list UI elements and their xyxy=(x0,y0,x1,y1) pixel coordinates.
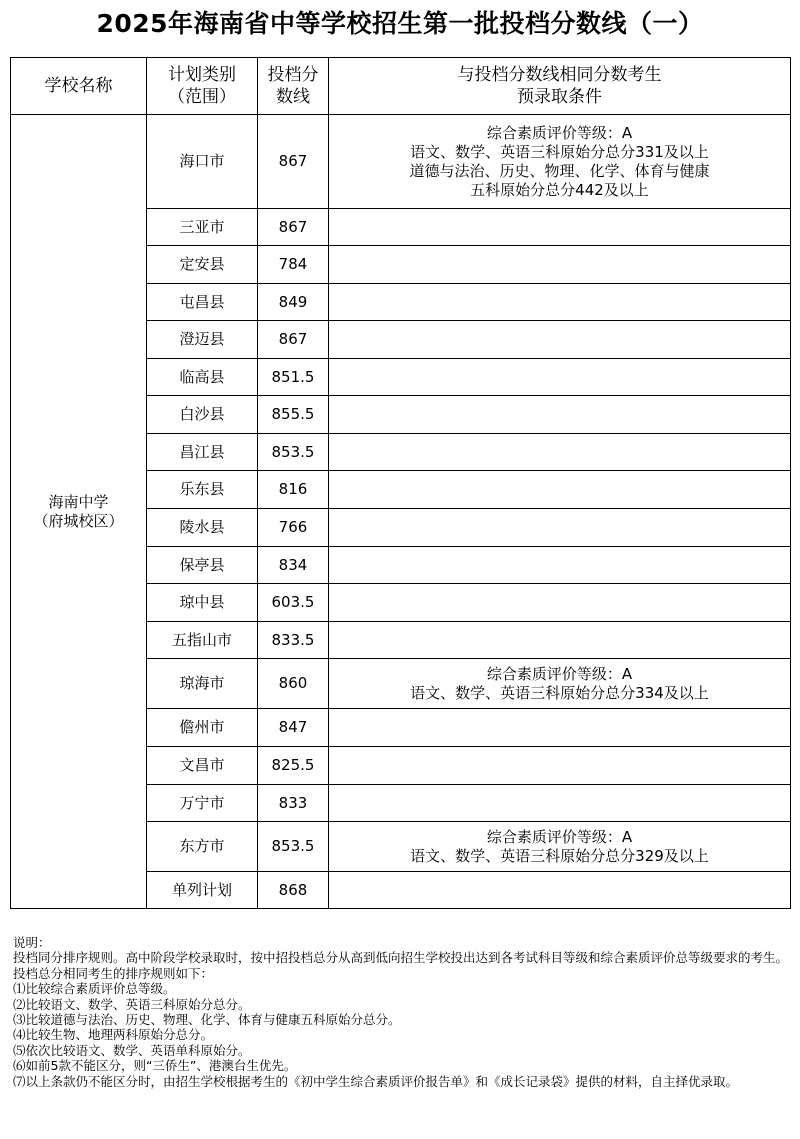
note-item: ⑵比较语文、数学、英语三科原始分总分。 xyxy=(13,996,251,1012)
score-cell: 851.5 xyxy=(258,359,329,396)
score-cell: 867 xyxy=(258,209,329,246)
region-cell: 五指山市 xyxy=(147,622,258,659)
region-cell: 白沙县 xyxy=(147,396,258,434)
region-cell: 琼中县 xyxy=(147,584,258,622)
table-row xyxy=(11,115,791,209)
region-cell: 昌江县 xyxy=(147,434,258,471)
header-plan-category: 计划类别 （范围） xyxy=(147,58,258,115)
condition-cell xyxy=(329,584,791,622)
condition-cell xyxy=(329,359,791,396)
note-item: ⑺以上条款仍不能区分时，由招生学校根据考生的《初中学生综合素质评价报告单》和《成长记录袋》提供的材料，自主择优录取。 xyxy=(13,1073,739,1089)
region-cell: 琼海市 xyxy=(147,659,258,709)
condition-cell xyxy=(329,547,791,584)
region-cell: 海口市 xyxy=(147,115,258,209)
region-cell: 三亚市 xyxy=(147,209,258,246)
condition-cell xyxy=(329,246,791,284)
condition-cell xyxy=(329,321,791,359)
score-cell: 847 xyxy=(258,709,329,747)
condition-cell-haikou: 综合素质评价等级：A 语文、数学、英语三科原始分总分331及以上 道德与法治、历史、物理、化学、体育与健康 五科原始分总分442及以上 xyxy=(329,115,791,209)
region-cell: 定安县 xyxy=(147,246,258,284)
condition-cell xyxy=(329,471,791,509)
admission-score-table xyxy=(10,57,791,909)
region-cell: 儋州市 xyxy=(147,709,258,747)
region-cell: 临高县 xyxy=(147,359,258,396)
header-condition: 与投档分数线相同分数考生 预录取条件 xyxy=(329,58,791,115)
page-title: 2025年海南省中等学校招生第一批投档分数线（一） xyxy=(96,9,704,38)
score-cell: 834 xyxy=(258,547,329,584)
note-item: ⑶比较道德与法治、历史、物理、化学、体育与健康五科原始分总分。 xyxy=(13,1012,401,1028)
condition-cell xyxy=(329,785,791,822)
score-cell: 867 xyxy=(258,115,329,209)
region-cell: 文昌市 xyxy=(147,747,258,785)
header-school: 学校名称 xyxy=(11,58,147,115)
score-cell: 867 xyxy=(258,321,329,359)
score-cell: 853.5 xyxy=(258,822,329,872)
note-item: ⑹如前5款不能区分，则“三侨生”、港澳台生优先。 xyxy=(13,1058,297,1074)
notes-intro: 投档同分排序规则。高中阶段学校录取时，按中招投档总分从高到低向招生学校投出达到各考试科目等级和综合素质评价总等级要求的考生。投档总分相同考生的排序规则如下： xyxy=(13,950,789,981)
score-cell: 766 xyxy=(258,509,329,547)
condition-cell xyxy=(329,209,791,246)
header-score: 投档分 数线 xyxy=(258,58,329,115)
condition-cell xyxy=(329,709,791,747)
condition-cell xyxy=(329,284,791,321)
condition-cell xyxy=(329,872,791,909)
region-cell: 陵水县 xyxy=(147,509,258,547)
region-cell: 乐东县 xyxy=(147,471,258,509)
table-header-row xyxy=(11,58,791,115)
score-cell: 855.5 xyxy=(258,396,329,434)
condition-cell xyxy=(329,747,791,785)
region-cell: 屯昌县 xyxy=(147,284,258,321)
score-cell: 860 xyxy=(258,659,329,709)
note-item: ⑷比较生物、地理两科原始分总分。 xyxy=(13,1027,214,1043)
condition-cell xyxy=(329,396,791,434)
condition-cell-qionghai: 综合素质评价等级：A 语文、数学、英语三科原始分总分334及以上 xyxy=(329,659,791,709)
score-cell: 816 xyxy=(258,471,329,509)
condition-cell xyxy=(329,509,791,547)
notes-section xyxy=(13,935,789,1089)
condition-cell xyxy=(329,434,791,471)
score-cell: 853.5 xyxy=(258,434,329,471)
score-cell: 849 xyxy=(258,284,329,321)
note-item: ⑴比较综合素质评价总等级。 xyxy=(13,981,176,997)
region-cell: 东方市 xyxy=(147,822,258,872)
region-cell: 澄迈县 xyxy=(147,321,258,359)
score-cell: 833.5 xyxy=(258,622,329,659)
condition-cell-dongfang: 综合素质评价等级：A 语文、数学、英语三科原始分总分329及以上 xyxy=(329,822,791,872)
score-cell: 784 xyxy=(258,246,329,284)
school-name-cell: 海南中学 （府城校区） xyxy=(11,115,147,909)
notes-heading: 说明： xyxy=(13,935,51,950)
score-cell: 833 xyxy=(258,785,329,822)
score-cell: 603.5 xyxy=(258,584,329,622)
note-item: ⑸依次比较语文、数学、英语单科原始分。 xyxy=(13,1042,251,1058)
score-cell: 868 xyxy=(258,872,329,909)
region-cell: 保亭县 xyxy=(147,547,258,584)
region-cell: 万宁市 xyxy=(147,785,258,822)
region-cell: 单列计划 xyxy=(147,872,258,909)
condition-cell xyxy=(329,622,791,659)
score-cell: 825.5 xyxy=(258,747,329,785)
